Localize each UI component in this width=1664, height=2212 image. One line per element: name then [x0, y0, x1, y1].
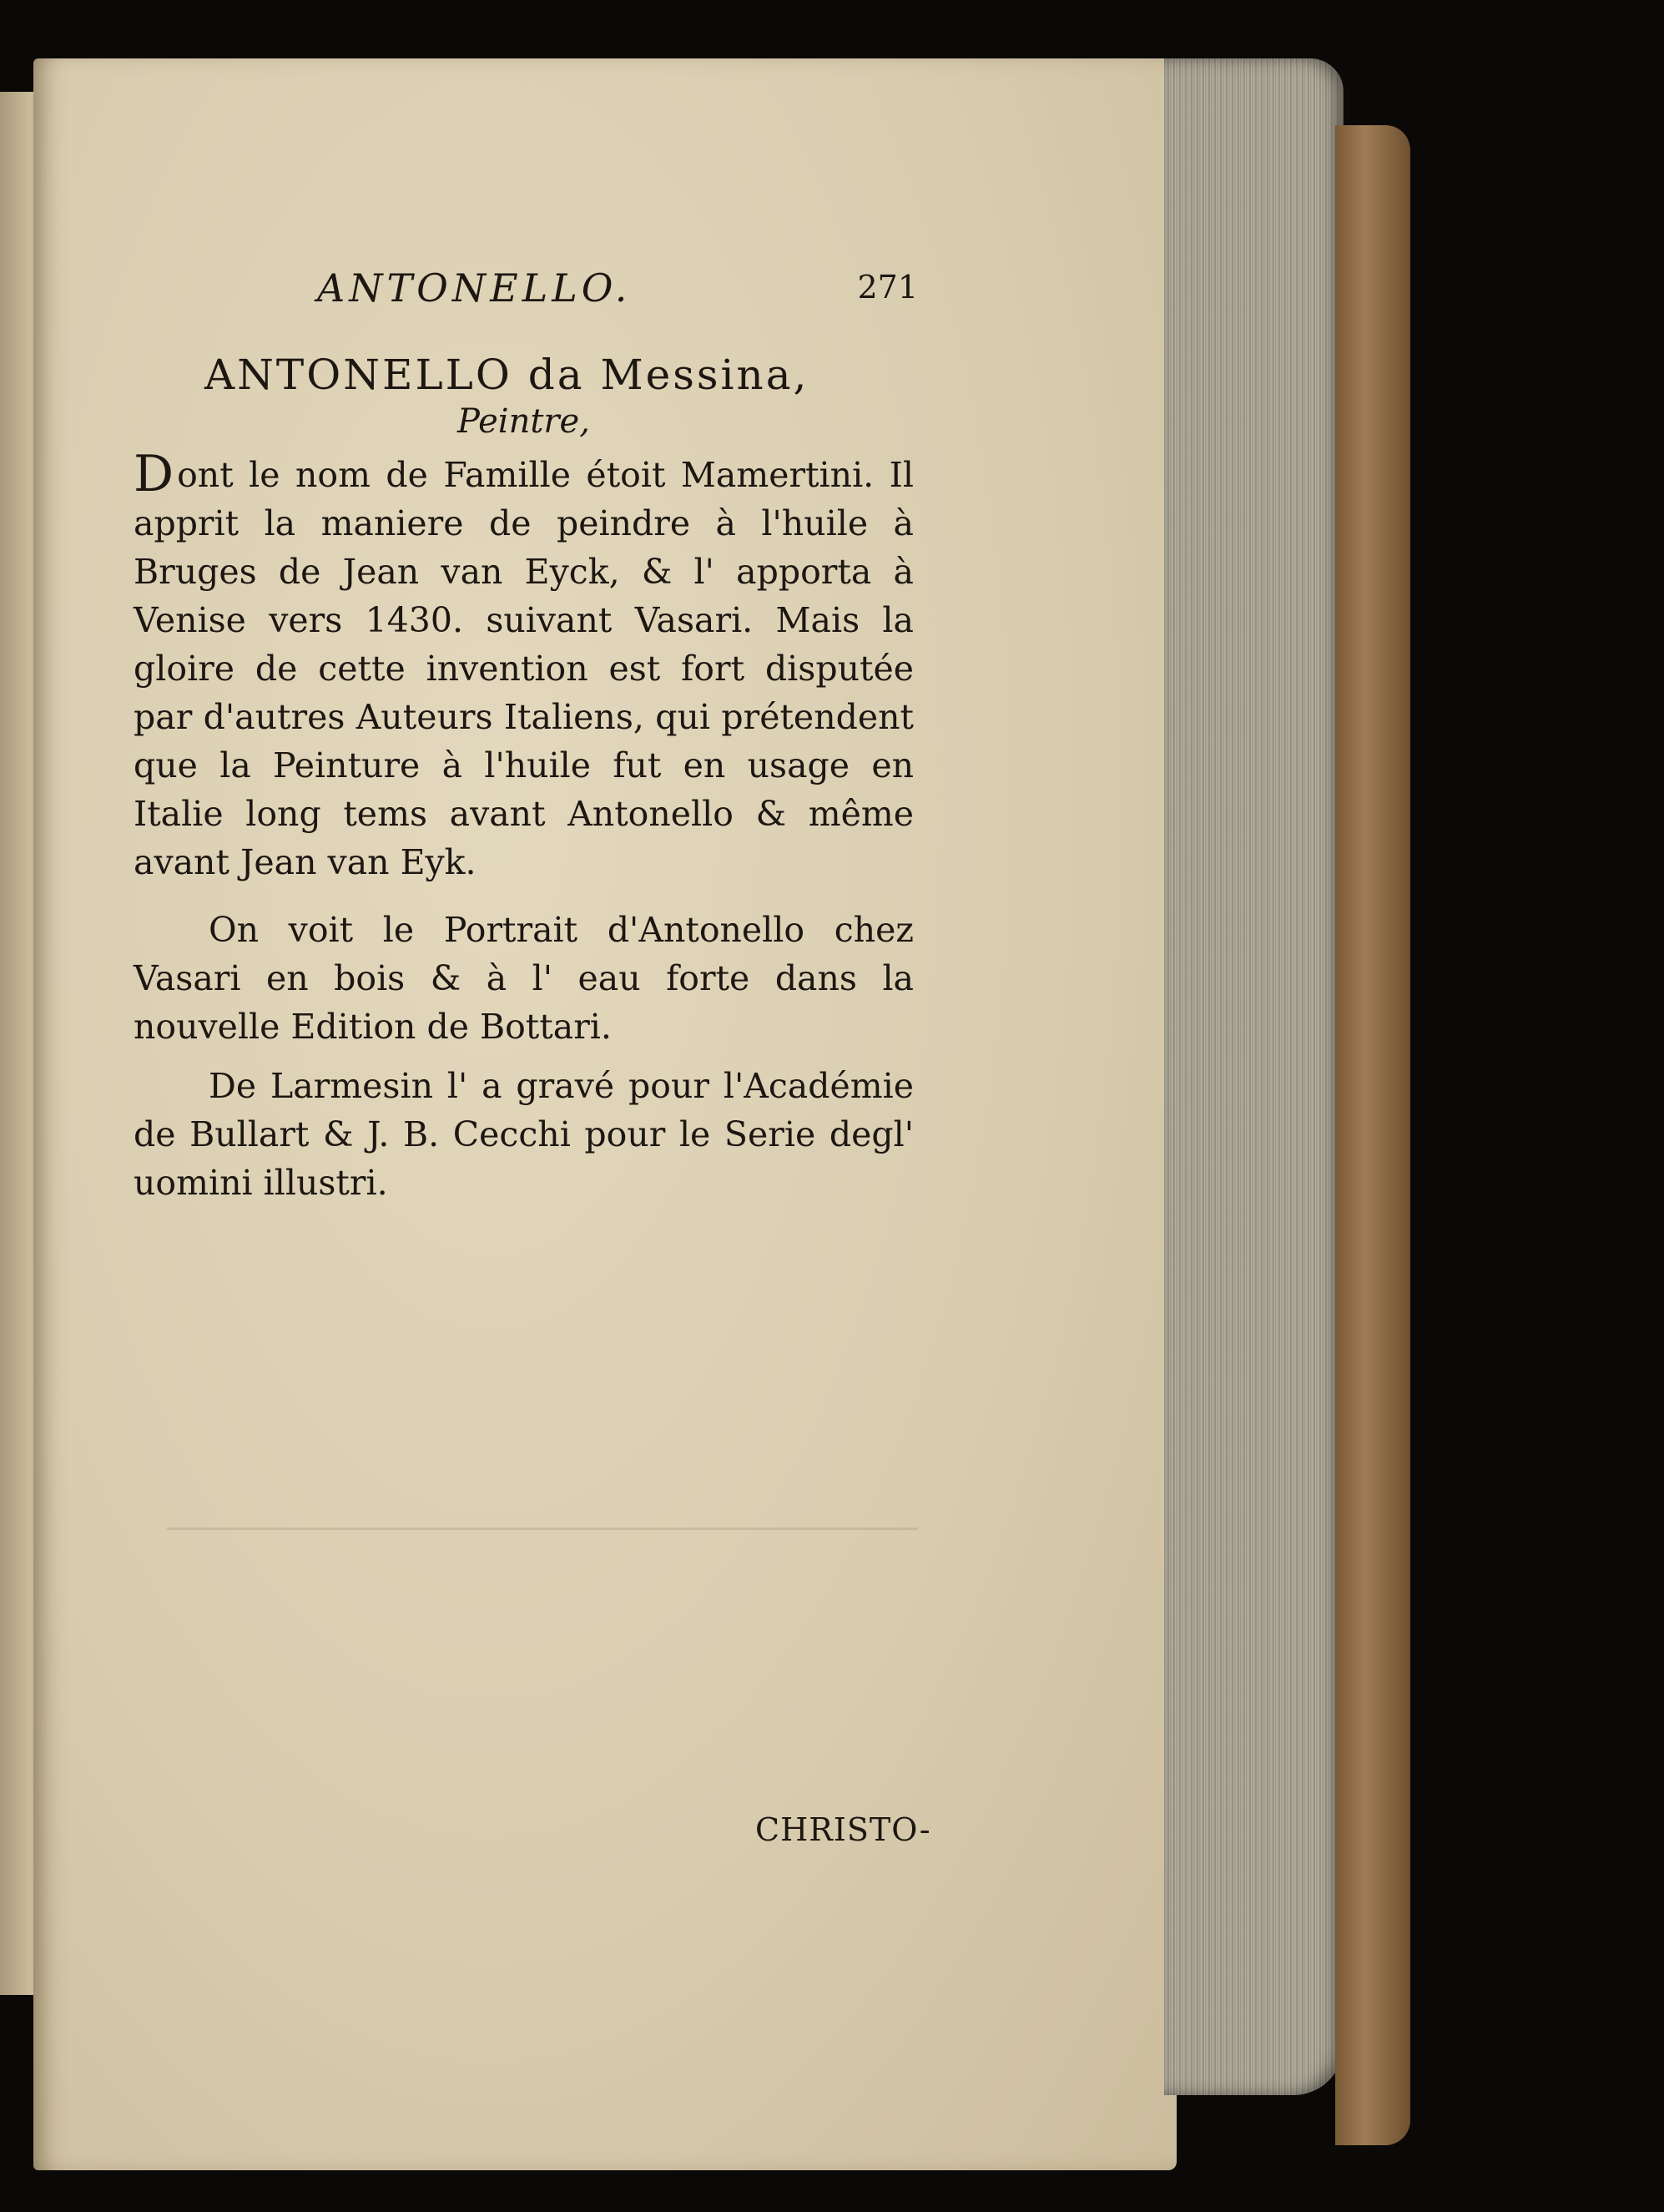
- catchword: CHRISTO-: [755, 1811, 931, 1848]
- page-block-edges: [1164, 58, 1344, 2095]
- book-cover-edge: [1335, 125, 1410, 2145]
- paragraph-engraving: De Larmesin l' a gravé pour l'Académie de Bullart & J. B. Cecchi pour le Serie degl' uomini illustri.: [134, 1066, 914, 1203]
- entry-role: Peintre,: [457, 402, 590, 441]
- drop-cap: D: [134, 445, 174, 503]
- show-through-rule: [167, 1528, 918, 1530]
- entry-title: ANTONELLO da Messina,: [204, 351, 809, 399]
- paragraph-biography: [134, 445, 914, 886]
- paragraph-biography-text: ont le nom de Famille étoit Mamertini. Il apprit la maniere de peindre à l'huile à Bruges de Jean van Eyck, & l' apporta à Venise vers 1430. suivant Vasari. Mais la gloire de cette invention est fort disputée par d'autres Auteurs Italiens, qui prétendent que la Peinture à l'huile fut en usage en Italie long tems avant Antonello & même avant Jean van Eyk.: [134, 455, 914, 882]
- paragraph-portrait: On voit le Portrait d'Antonello chez Vasari en bois & à l' eau forte dans la nouvelle Edition de Bottari.: [134, 910, 914, 1047]
- running-head: ANTONELLO.: [317, 265, 632, 311]
- page-header: [317, 265, 918, 316]
- page-number: 271: [857, 269, 918, 306]
